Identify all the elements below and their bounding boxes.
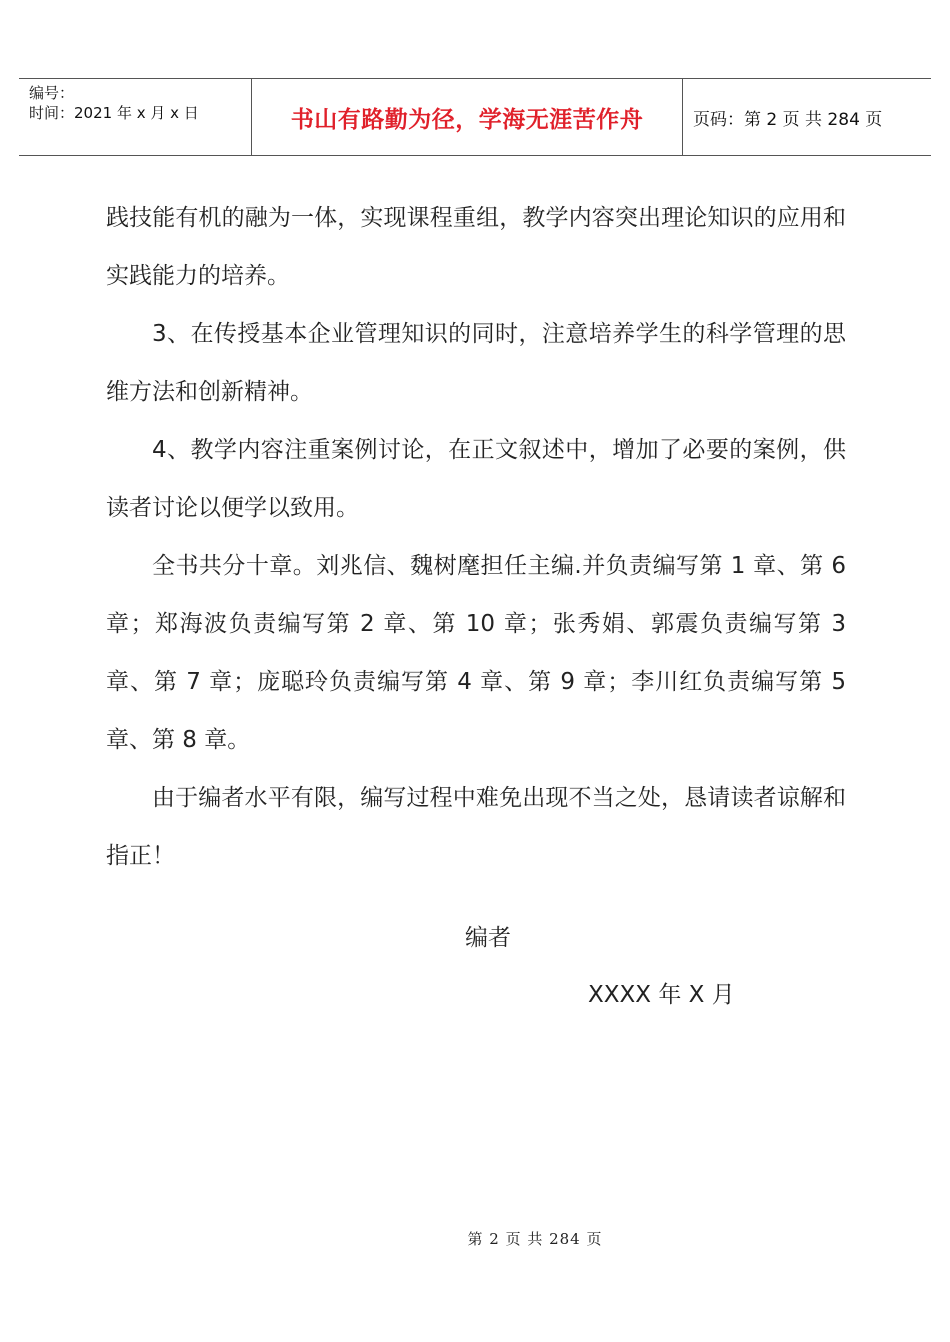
header-page-info: 页码：第 2 页 共 284 页 [693, 109, 883, 130]
paragraph-point-3: 3、在传授基本企业管理知识的同时，注意培养学生的科学管理的思维方法和创新精神。 [106, 321, 846, 405]
signature-date: XXXX 年 X 月 [588, 982, 735, 1008]
header-time-label: 时间：2021 年 x 月 x 日 [29, 104, 199, 122]
document-body [106, 189, 846, 885]
paragraph-authors: 全书共分十章。刘兆信、魏树麾担任主编.并负责编写第 1 章、第 6 章；郑海波负责编写第 2 章、第 10 章；张秀娟、郭震负责编写第 3 章、第 7 章；庞聪玲负责编写第 4 章、第 9 章；李川红负责编写第 5 章、第 8 章。 [106, 553, 846, 753]
page-footer: 第 2 页 共 284 页 [467, 1230, 603, 1248]
paragraph-continuation: 践技能有机的融为一体，实现课程重组，教学内容突出理论知识的应用和实践能力的培养。 [106, 205, 846, 289]
header-divider [682, 79, 683, 155]
header-motto: 书山有路勤为径，学海无涯苦作舟 [290, 106, 644, 133]
paragraph-closing: 由于编者水平有限，编写过程中难免出现不当之处，恳请读者谅解和指正！ [106, 785, 846, 869]
page-header [19, 78, 931, 156]
header-meta [29, 83, 199, 123]
signature-editor: 编者 [465, 925, 511, 951]
header-number-label: 编号： [29, 84, 75, 102]
paragraph-point-4: 4、教学内容注重案例讨论，在正文叙述中，增加了必要的案例，供读者讨论以便学以致用。 [106, 437, 846, 521]
